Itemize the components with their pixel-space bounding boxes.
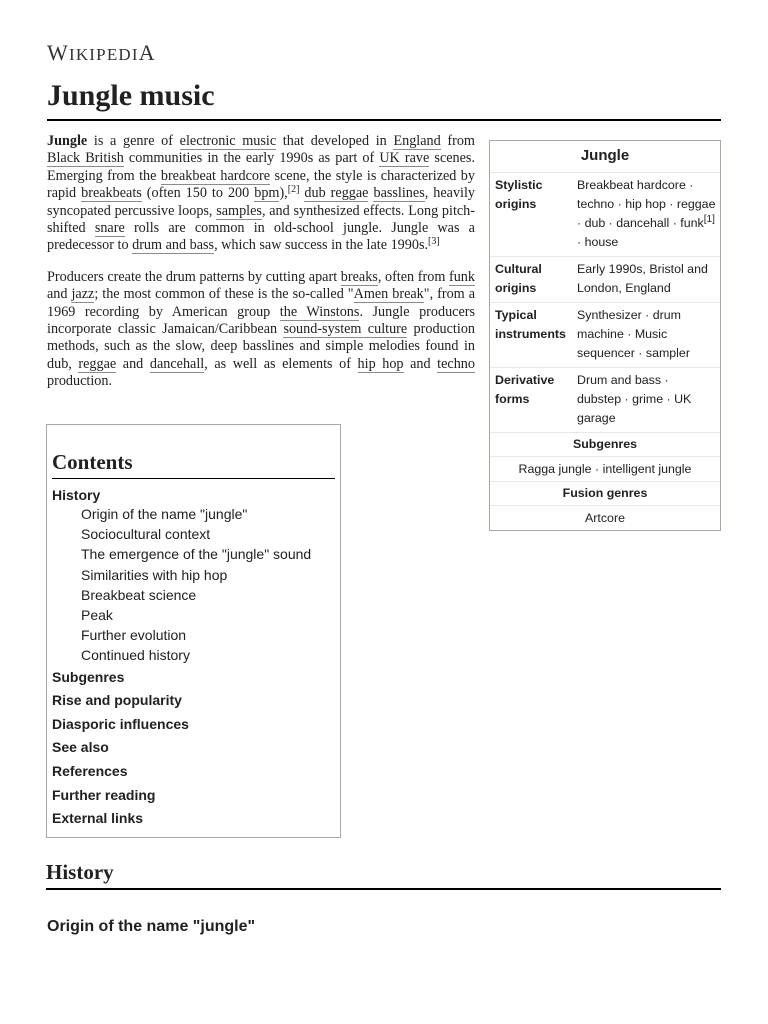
wiki-link[interactable]: basslines [373, 185, 425, 202]
toc-subitem[interactable]: Origin of the name "jungle" [81, 506, 248, 522]
text-run: from [440, 133, 475, 149]
infobox-row [490, 257, 720, 303]
text-run: scenes. Emerging from the [47, 150, 476, 184]
infobox-label: Cultural origins [495, 262, 542, 295]
wiki-link[interactable]: breakbeats [81, 185, 142, 202]
wiki-link[interactable]: dancehall [149, 355, 205, 372]
wiki-link[interactable]: Amen break [353, 286, 424, 303]
wiki-link[interactable]: jazz [71, 286, 95, 303]
toc-subitem[interactable]: Breakbeat science [81, 586, 197, 603]
toc-item[interactable] [52, 689, 335, 713]
text-run: and [47, 286, 72, 303]
wiki-link[interactable]: reggae [78, 355, 117, 372]
infobox-fusion[interactable]: Artcore [585, 511, 625, 525]
toc-item-label[interactable]: Diasporic influences [52, 715, 189, 732]
toc-item[interactable] [52, 666, 335, 690]
infobox-value[interactable]: Early 1990s, Bristol and London, England [577, 262, 708, 295]
toc-subitem[interactable]: Sociocultural context [81, 526, 211, 543]
page-title: Jungle music [47, 78, 721, 121]
wiki-link[interactable]: breakbeat hardcore [160, 167, 271, 184]
wiki-link[interactable]: hip hop [357, 355, 404, 372]
citation-ref[interactable]: [1] [703, 214, 715, 225]
wiki-link[interactable]: Black British [47, 150, 124, 167]
toc-item-label[interactable]: External links [52, 810, 144, 827]
toc-subitem[interactable]: Further evolution [81, 627, 187, 644]
text-run: , heavily syncopated percussive loops, [47, 185, 476, 219]
text-run: . Jungle producers incorporate classic Jamaican/Caribbean [47, 303, 476, 338]
citation-ref[interactable]: [2] [287, 184, 300, 196]
text-run: is a genre of [87, 133, 180, 149]
lead-section [47, 133, 475, 405]
toc-item-label[interactable]: See also [52, 739, 109, 756]
toc-item-label[interactable]: Further reading [52, 786, 156, 803]
toc-list [52, 487, 335, 831]
infobox-subgenres-heading: Subgenres [490, 433, 720, 457]
wiki-link[interactable]: dub reggae [304, 185, 369, 202]
wiki-link[interactable]: the Winstons [279, 303, 360, 320]
article-subject: Jungle [47, 133, 88, 149]
infobox-row [490, 173, 720, 257]
logo-text: WIKIPEDIA [47, 40, 156, 65]
text-run: , as well as elements of [204, 355, 358, 372]
table-of-contents [46, 424, 341, 838]
infobox [489, 140, 721, 531]
wiki-link[interactable]: bpm [254, 185, 280, 202]
infobox-label: Typical instruments [495, 308, 566, 341]
toc-item-label[interactable]: References [52, 763, 128, 779]
text-run: , which saw success in the late 1990s. [214, 237, 429, 254]
wiki-link[interactable]: funk [448, 268, 475, 285]
citation-ref[interactable]: [3] [428, 236, 440, 248]
toc-subitem[interactable]: The emergence of the "jungle" sound [81, 546, 312, 563]
section-heading-history: History [46, 860, 721, 890]
infobox-value[interactable]: Breakbeat hardcore · techno · hip hop · reggae · dub · dancehall · funk[1] · house [577, 178, 716, 249]
wikipedia-logo[interactable] [47, 40, 156, 66]
text-run: , and synthesized effects. Long pitch-shifted [47, 202, 475, 237]
infobox-title: Jungle [490, 141, 720, 173]
infobox-value[interactable]: Synthesizer · drum machine · Music sequencer · sampler [577, 308, 690, 360]
text-run: and [403, 355, 438, 372]
text-run: (often 150 to 200 [141, 185, 255, 202]
text-run: ", from a 1969 recording by American group [47, 286, 475, 320]
toc-item-label[interactable]: Rise and popularity [52, 692, 182, 709]
toc-subitem[interactable]: Peak [81, 607, 113, 624]
infobox-subgenres[interactable]: Ragga jungle · intelligent jungle [490, 457, 720, 482]
wiki-link[interactable]: UK rave [379, 150, 430, 167]
text-run: that developed in [276, 133, 394, 149]
text-run: production. [47, 373, 113, 390]
toc-item-label[interactable]: History [52, 487, 101, 503]
text-run: scene, the style is characterized by rapid [47, 167, 475, 202]
text-run: ; the most common of these is the so-called " [94, 286, 354, 303]
text-run: and [116, 355, 150, 372]
subsection-heading-origin: Origin of the name "jungle" [47, 918, 256, 935]
toc-item[interactable] [52, 760, 335, 784]
toc-title: Contents [52, 450, 335, 479]
text-run: ), [279, 185, 288, 202]
toc-sublist [52, 504, 335, 666]
wiki-link[interactable]: drum and bass [132, 237, 215, 254]
wiki-link[interactable]: snare [94, 220, 125, 237]
toc-item-label[interactable]: Subgenres [52, 668, 125, 685]
infobox-label: Derivative forms [495, 373, 555, 406]
lead-paragraph [47, 133, 475, 255]
wiki-link[interactable]: breaks [340, 268, 378, 285]
toc-subitem[interactable]: Continued history [81, 647, 190, 664]
wiki-link[interactable]: electronic music [179, 133, 277, 149]
toc-item[interactable] [52, 487, 335, 666]
lead-paragraph [47, 269, 475, 391]
toc-subitem[interactable]: Similarities with hip hop [81, 566, 228, 583]
text-run: , often from [377, 268, 449, 285]
toc-item[interactable] [52, 784, 335, 808]
infobox-rows [490, 173, 720, 433]
wiki-link[interactable]: samples [216, 202, 262, 219]
wiki-link[interactable]: techno [437, 355, 475, 372]
infobox-row [490, 368, 720, 433]
wiki-link[interactable]: sound-system culture [283, 321, 408, 338]
infobox-fusion-heading: Fusion genres [490, 482, 720, 506]
infobox-label: Stylistic origins [495, 178, 543, 211]
text-run: production methods, such as the slow, deep basslines and simple melodies found in dub, [47, 321, 476, 372]
wiki-link[interactable]: England [393, 133, 441, 149]
toc-item[interactable] [52, 807, 335, 831]
toc-item[interactable] [52, 713, 335, 737]
infobox-value[interactable]: Drum and bass · dubstep · grime · UK garage [577, 373, 692, 425]
infobox-row [490, 303, 720, 368]
text-run: Producers create the drum patterns by cutting apart [47, 268, 341, 285]
text-run: communities in the early 1990s as part of [123, 150, 380, 167]
toc-item[interactable] [52, 736, 335, 760]
text-run: rolls are common in old-school jungle. Jungle was a predecessor to [47, 220, 475, 254]
